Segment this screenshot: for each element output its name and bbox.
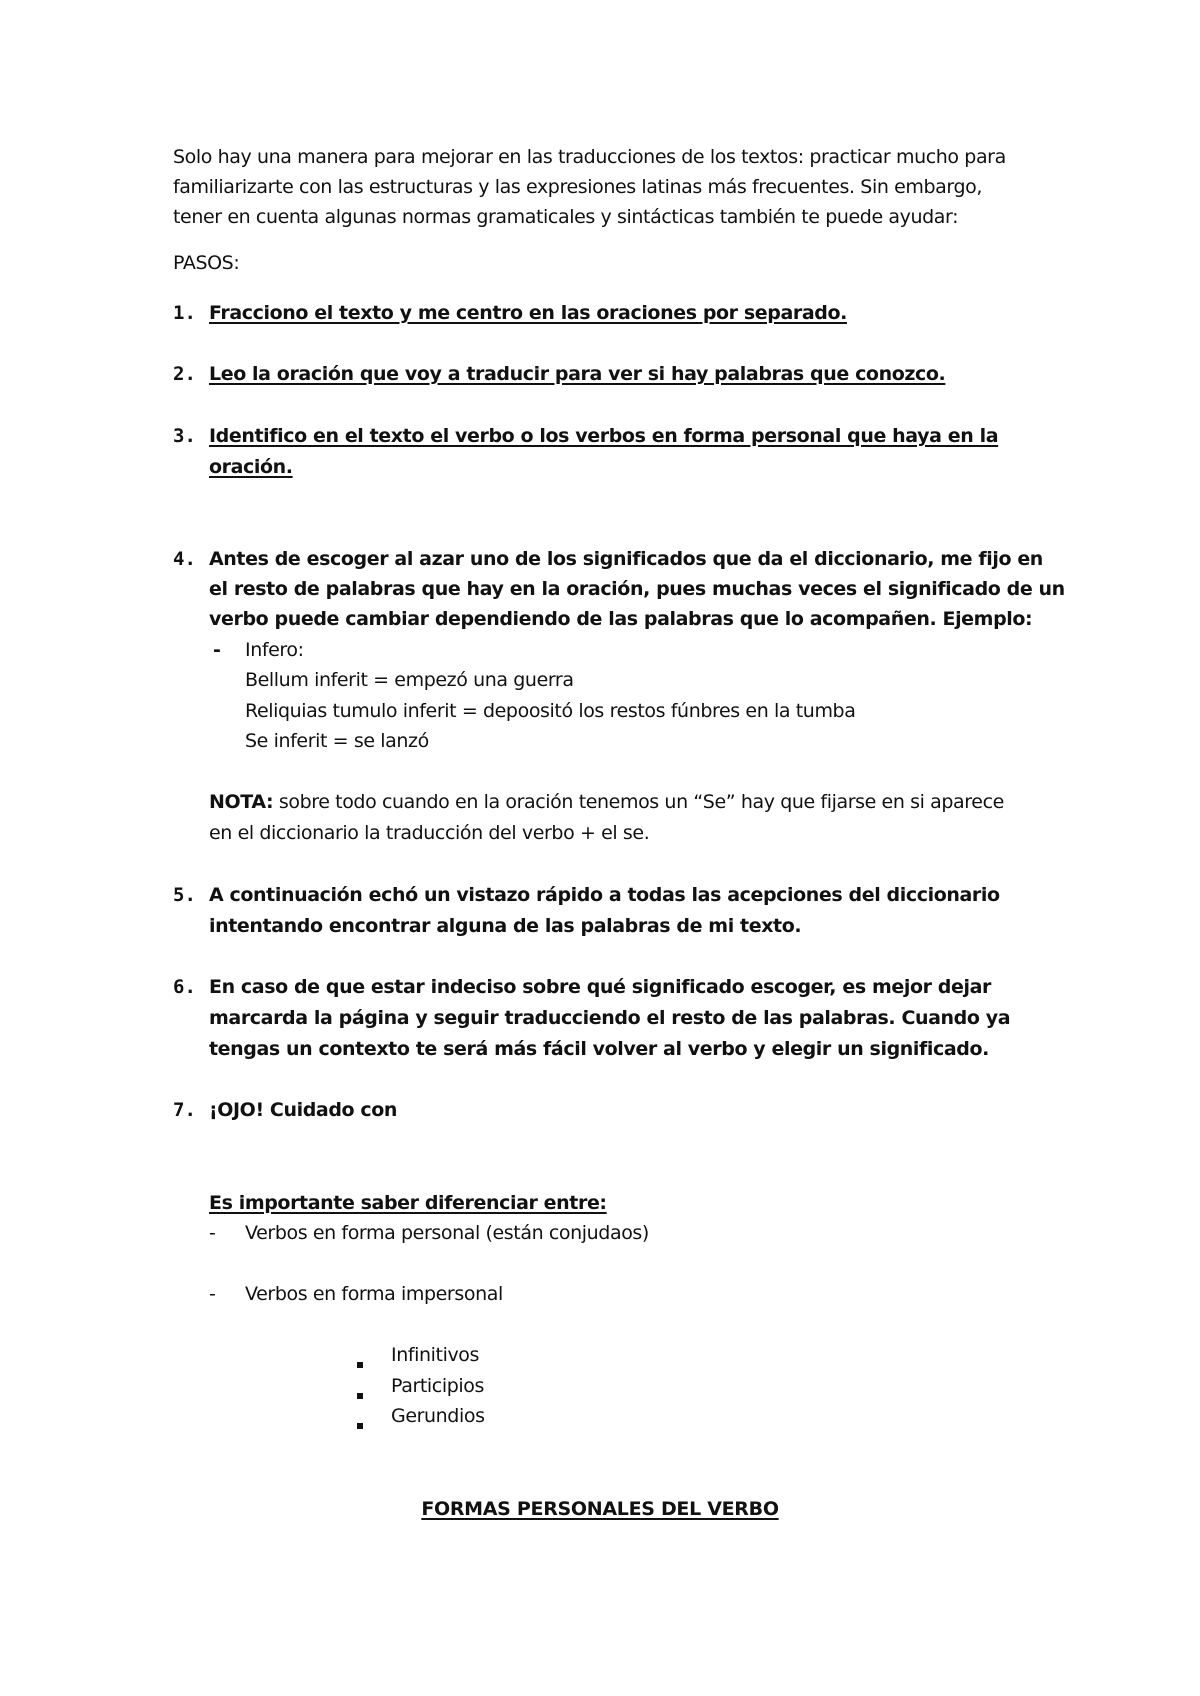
step-7-number: 7. xyxy=(173,1099,196,1121)
step-2-number: 2. xyxy=(173,363,196,385)
square-bullet-icon xyxy=(357,1362,363,1368)
nota-text-1: sobre todo cuando en la oración tenemos un “Se” hay que fijarse en si aparece xyxy=(273,791,1004,813)
step-4-number: 4. xyxy=(173,548,196,570)
step-6-text-line-2: marcarda la página y seguir traducciendo el resto de las palabras. Cuando ya xyxy=(209,1007,1011,1029)
sub-bullet-1 xyxy=(357,1353,363,1372)
example-bullet: - xyxy=(213,639,221,661)
sub-item-infinitivos: Infinitivos xyxy=(391,1344,480,1366)
step-6-text-line-1: En caso de que estar indeciso sobre qué significado escoger, es mejor dejar xyxy=(209,976,991,998)
nota-line-1 xyxy=(209,787,1004,817)
example-word: Infero: xyxy=(245,639,304,661)
square-bullet-icon xyxy=(357,1393,363,1399)
difference-item-2: Verbos en forma impersonal xyxy=(245,1283,503,1305)
step-3-text-line-2: oración. xyxy=(209,456,293,478)
step-4-text-line-3: verbo puede cambiar dependiendo de las palabras que lo acompañen. Ejemplo: xyxy=(209,608,1033,630)
example-line-1: Bellum inferit = empezó una guerra xyxy=(245,669,574,691)
nota-label: NOTA: xyxy=(209,791,274,813)
step-5-number: 5. xyxy=(173,884,196,906)
intro-line-2: familiarizarte con las estructuras y las expresiones latinas más frecuentes. Sin embargo, xyxy=(173,176,983,198)
sub-item-gerundios: Gerundios xyxy=(391,1405,485,1427)
step-3-text-line-1: Identifico en el texto el verbo o los verbos en forma personal que haya en la xyxy=(209,425,999,447)
nota-line-2: en el diccionario la traducción del verbo + el se. xyxy=(209,822,650,844)
example-line-2: Reliquias tumulo inferit = depoositó los restos fúnbres en la tumba xyxy=(245,700,856,722)
step-5-text-line-1: A continuación echó un vistazo rápido a todas las acepciones del diccionario xyxy=(209,884,1000,906)
step-2-text: Leo la oración que voy a traducir para ver si hay palabras que conozco. xyxy=(209,363,946,385)
step-3-number: 3. xyxy=(173,425,196,447)
difference-item-1: Verbos en forma personal (están conjudaos) xyxy=(245,1222,649,1244)
step-1-text: Fracciono el texto y me centro en las oraciones por separado. xyxy=(209,302,847,324)
section-title: FORMAS PERSONALES DEL VERBO xyxy=(421,1498,779,1520)
square-bullet-icon xyxy=(357,1423,363,1429)
difference-dash-1: - xyxy=(209,1222,216,1244)
difference-heading: Es importante saber diferenciar entre: xyxy=(209,1192,607,1214)
intro-line-1: Solo hay una manera para mejorar en las traducciones de los textos: practicar mucho para xyxy=(173,146,1006,168)
pasos-label: PASOS: xyxy=(173,252,240,274)
sub-item-participios: Participios xyxy=(391,1375,484,1397)
step-4-text-line-1: Antes de escoger al azar uno de los significados que da el diccionario, me fijo en xyxy=(209,548,1043,570)
step-1-number: 1. xyxy=(173,302,196,324)
step-4-text-line-2: el resto de palabras que hay en la oración, pues muchas veces el significado de un xyxy=(209,578,1065,600)
step-6-text-line-3: tengas un contexto te será más fácil volver al verbo y elegir un significado. xyxy=(209,1038,989,1060)
step-5-text-line-2: intentando encontrar alguna de las palabras de mi texto. xyxy=(209,915,802,937)
step-6-number: 6. xyxy=(173,976,196,998)
sub-bullet-3 xyxy=(357,1414,363,1433)
difference-dash-2: - xyxy=(209,1283,216,1305)
intro-line-3: tener en cuenta algunas normas gramaticales y sintácticas también te puede ayudar: xyxy=(173,206,959,228)
example-line-3: Se inferit = se lanzó xyxy=(245,730,429,752)
sub-bullet-2 xyxy=(357,1384,363,1403)
step-7-text: ¡OJO! Cuidado con xyxy=(209,1099,398,1121)
